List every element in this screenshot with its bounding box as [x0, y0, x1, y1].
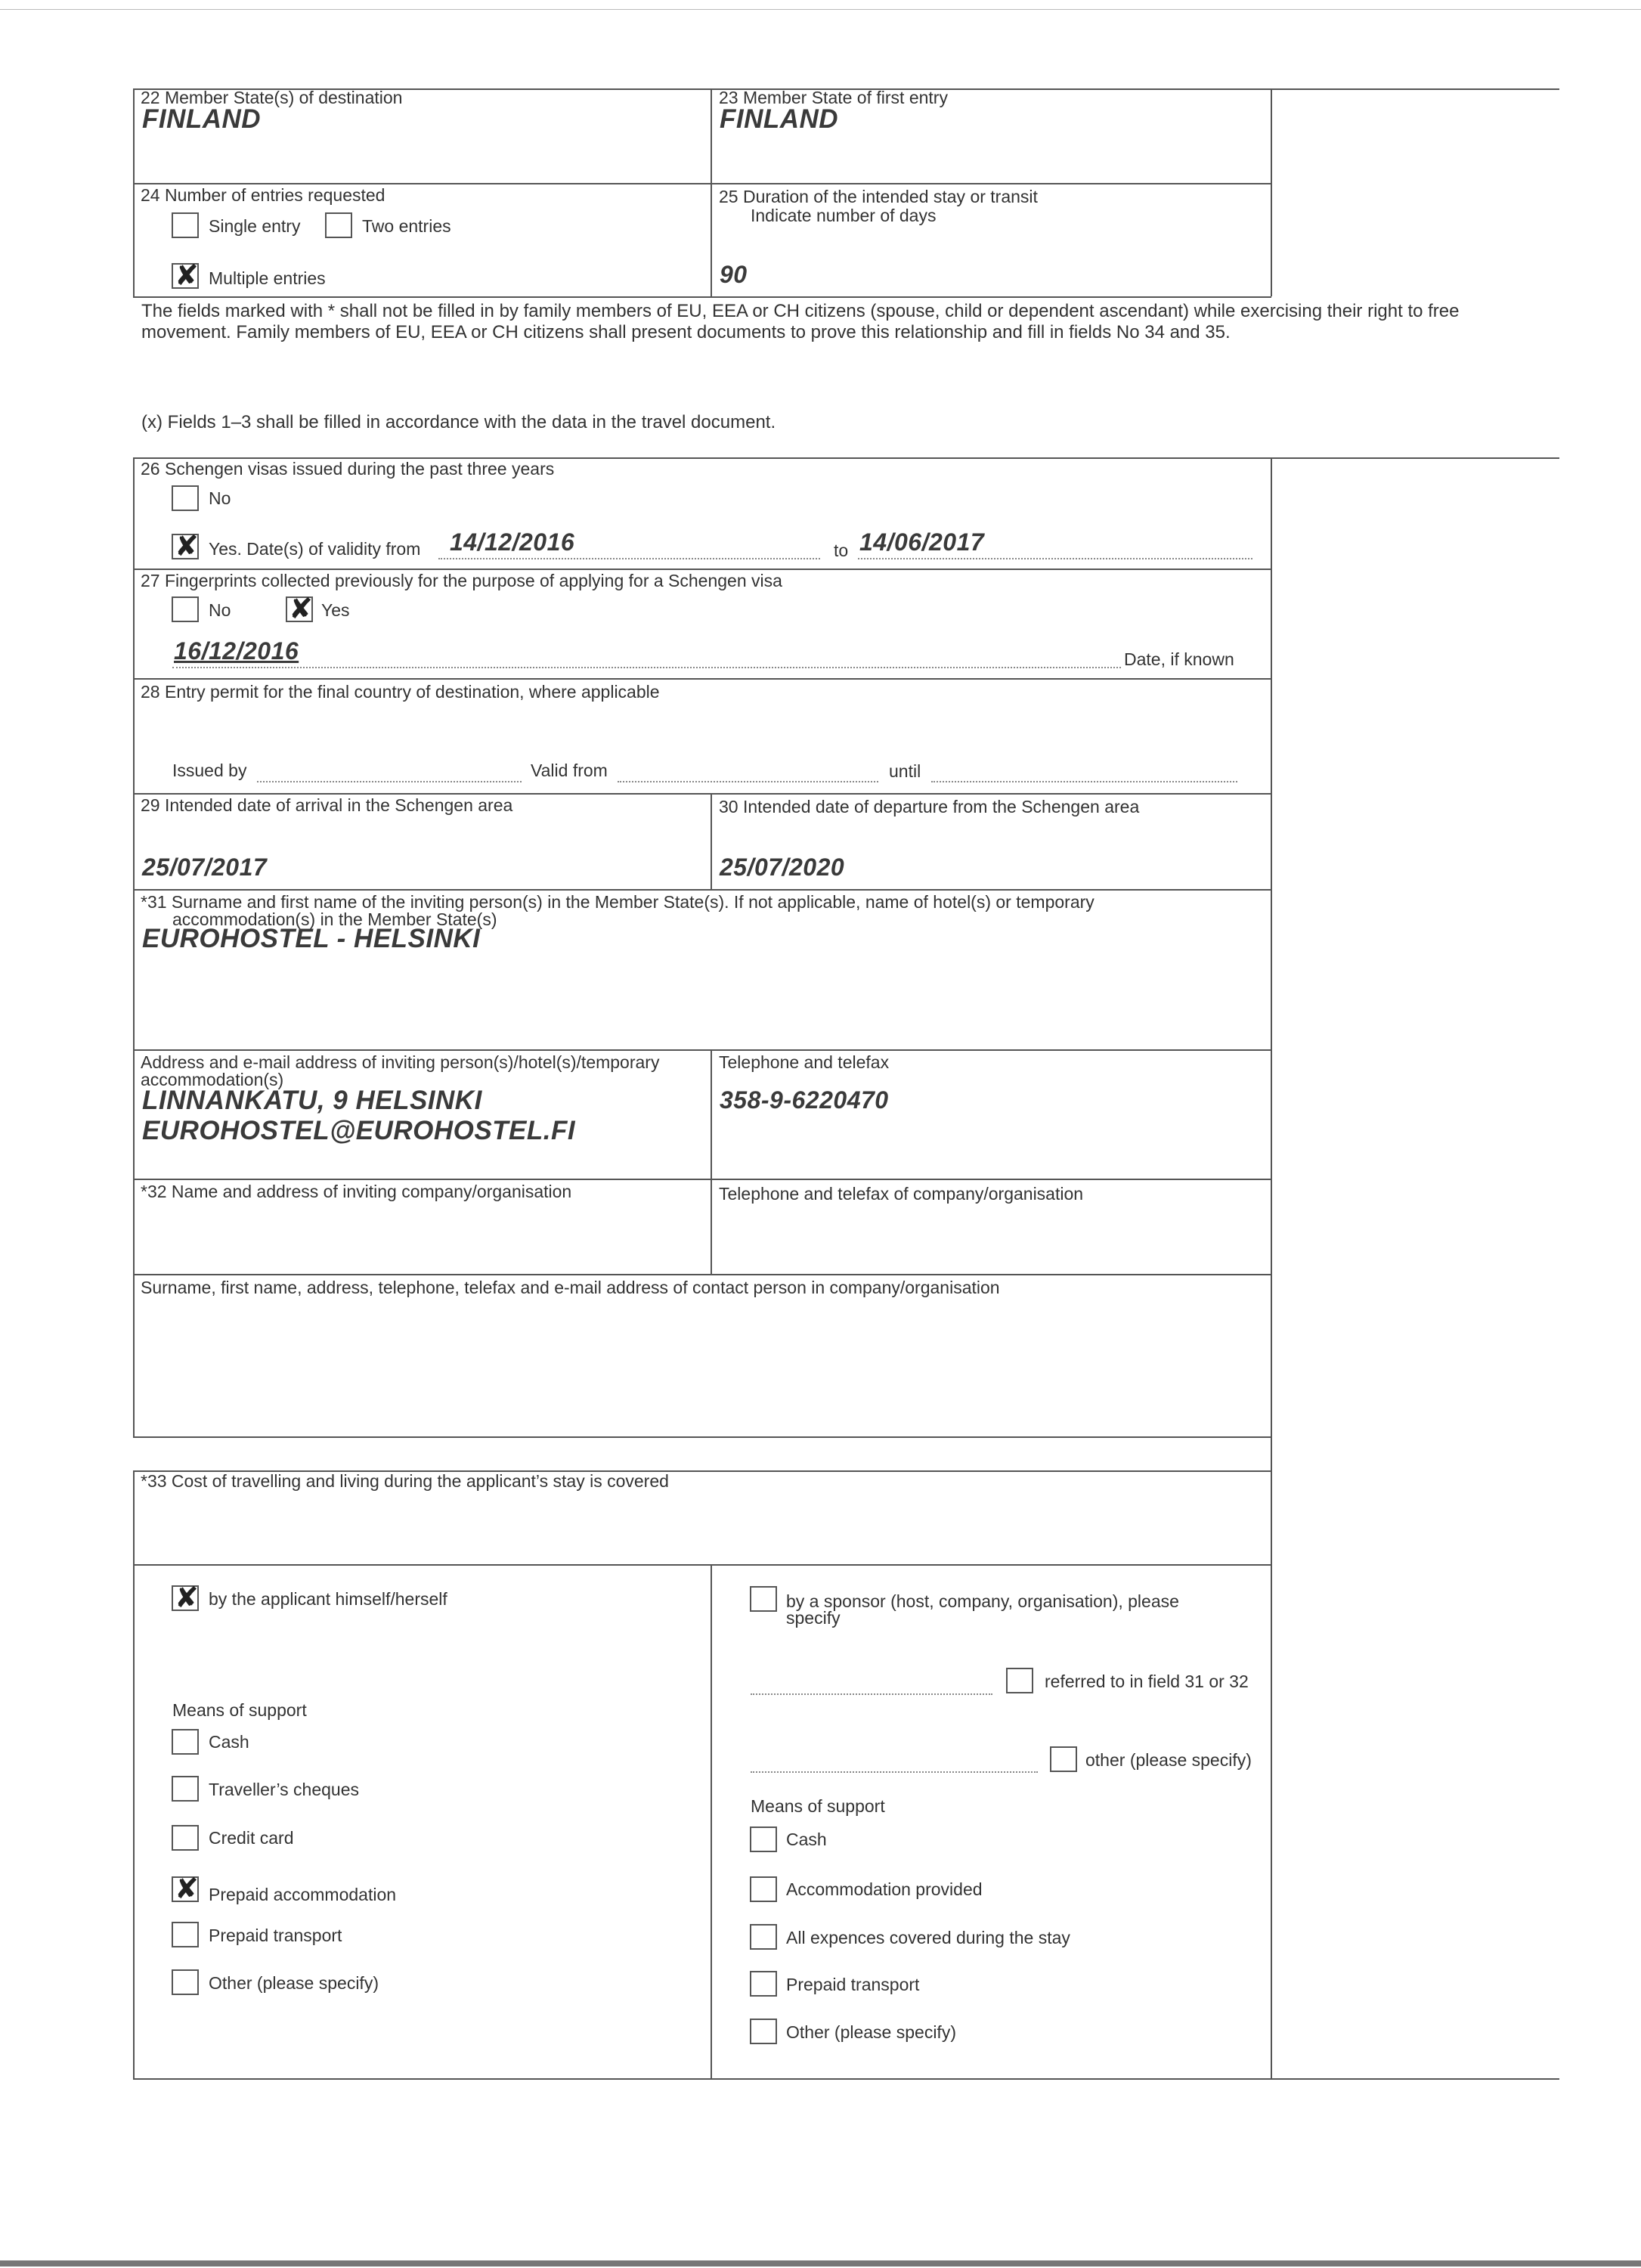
checkmark-icon: ✘ — [289, 592, 313, 625]
fingerprints-date-value: 16/12/2016 — [174, 637, 299, 665]
rule — [133, 793, 1271, 795]
visa-valid-to-line — [858, 558, 1252, 559]
fingerprints-date-hint: Date, if known — [1124, 649, 1234, 669]
field-29-label: 29 Intended date of arrival in the Schengen area — [141, 795, 513, 815]
until-label: until — [889, 761, 921, 781]
field-24-label: 24 Number of entries requested — [141, 185, 385, 205]
right-all-expences-checkbox[interactable] — [750, 1924, 777, 1950]
checkmark-icon: ✘ — [175, 1581, 199, 1614]
referred-field-31-32-label: referred to in field 31 or 32 — [1045, 1672, 1249, 1691]
schengen-visas-yes-label: Yes. Date(s) of validity from — [209, 539, 421, 559]
sponsor-other-checkbox[interactable] — [1050, 1746, 1077, 1772]
checkmark-icon: ✘ — [175, 1872, 199, 1905]
rule — [133, 1049, 1271, 1051]
visa-valid-to-value: 14/06/2017 — [859, 528, 985, 556]
field-25-value: 90 — [720, 261, 748, 288]
address-label-line1: Address and e-mail address of inviting person(s)/hotel(s)/temporary — [141, 1052, 660, 1072]
other-specify-line — [751, 1771, 1038, 1773]
field-31-label-line2: accommodation(s) in the Member State(s) — [172, 909, 497, 929]
address-label-line2: accommodation(s) — [141, 1070, 284, 1089]
field-30-label: 30 Intended date of departure from the Schengen area — [719, 797, 1140, 816]
single-entry-label: Single entry — [209, 216, 301, 236]
contact-person-label: Surname, first name, address, telephone, telefax and e-mail address of contact person in company/organisation — [141, 1278, 1000, 1297]
two-entries-checkbox[interactable] — [325, 212, 352, 238]
rule — [133, 2078, 1559, 2080]
field-27-label: 27 Fingerprints collected previously for the purpose of applying for a Schengen visa — [141, 571, 782, 590]
rule — [133, 457, 135, 1436]
schengen-visas-no-checkbox[interactable] — [172, 485, 199, 511]
means-of-support-right-label: Means of support — [751, 1796, 885, 1816]
left-credit-card-checkbox[interactable] — [172, 1825, 199, 1851]
address-value-line1: LINNANKATU, 9 HELSINKI — [142, 1086, 482, 1115]
schengen-visas-yes-checkbox[interactable] — [172, 529, 199, 562]
field-30-value: 25/07/2020 — [720, 854, 845, 881]
applicant-himself-checkbox[interactable] — [172, 1581, 199, 1614]
fingerprints-date-line — [172, 667, 1121, 668]
rule — [1271, 457, 1272, 1436]
family-members-note: The fields marked with * shall not be filled in by family members of EU, EEA or CH citizens (spouse, child or dependent ascendant) while exercising their right to free movement. Family members of EU, EEA or CH citizens shall present documents to prove this relationship and fill in fields No 34 and 35. — [141, 301, 1460, 342]
rule — [133, 678, 1271, 680]
checkmark-icon: ✘ — [175, 529, 199, 562]
rule — [133, 1436, 1271, 1438]
single-entry-checkbox[interactable] — [172, 212, 199, 238]
fingerprints-no-checkbox[interactable] — [172, 596, 199, 622]
multiple-entries-label: Multiple entries — [209, 268, 326, 288]
left-cash-checkbox[interactable] — [172, 1729, 199, 1755]
field-28-label: 28 Entry permit for the final country of destination, where applicable — [141, 682, 660, 702]
rule — [711, 1049, 712, 1274]
field-32-telephone-label: Telephone and telefax of company/organisation — [719, 1184, 1084, 1204]
scan-bottom-border — [0, 2260, 1641, 2266]
applicant-himself-label: by the applicant himself/herself — [209, 1589, 447, 1609]
issued-by-label: Issued by — [172, 761, 247, 780]
telephone-label: Telephone and telefax — [719, 1052, 890, 1072]
rule — [1271, 1436, 1272, 2078]
rule — [1271, 88, 1272, 296]
right-accommodation-provided-label: Accommodation provided — [786, 1879, 983, 1899]
fingerprints-yes-checkbox[interactable] — [286, 592, 313, 625]
field-25-label: 25 Duration of the intended stay or transit — [719, 187, 1038, 206]
referred-field-31-32-checkbox[interactable] — [1006, 1668, 1033, 1693]
left-prepaid-transport-label: Prepaid transport — [209, 1926, 342, 1945]
left-other-checkbox[interactable] — [172, 1969, 199, 1995]
right-other-label: Other (please specify) — [786, 2022, 956, 2042]
rule — [133, 88, 135, 296]
field-22-value: FINLAND — [142, 104, 262, 134]
sponsor-label-line2: specify — [786, 1608, 841, 1628]
rule — [133, 1564, 1271, 1566]
left-prepaid-accommodation-label: Prepaid accommodation — [209, 1885, 397, 1904]
right-cash-label: Cash — [786, 1830, 827, 1849]
left-travellers-cheques-label: Traveller’s cheques — [209, 1780, 360, 1799]
visa-valid-from-value: 14/12/2016 — [450, 528, 575, 556]
rule — [133, 1470, 135, 2078]
rule — [133, 569, 1271, 570]
field-31-label-line1: *31 Surname and first name of the inviting person(s) in the Member State(s). If not applicable, name of hotel(s) or temporary — [141, 892, 1095, 912]
until-line — [931, 781, 1237, 782]
valid-from-label: Valid from — [531, 761, 608, 780]
issued-by-line — [257, 781, 522, 782]
rule — [711, 1564, 712, 2078]
checkmark-icon: ✘ — [175, 259, 199, 292]
field-32-label: *32 Name and address of inviting company/organisation — [141, 1182, 572, 1201]
left-other-label: Other (please specify) — [209, 1973, 379, 1993]
right-accommodation-provided-checkbox[interactable] — [750, 1876, 777, 1902]
valid-from-line — [618, 781, 878, 782]
fingerprints-no-label: No — [209, 600, 231, 620]
field-31-value: EUROHOSTEL - HELSINKI — [142, 924, 481, 953]
scan-top-border — [0, 9, 1641, 10]
field-29-value: 25/07/2017 — [142, 854, 268, 881]
field-22-label: 22 Member State(s) of destination — [141, 88, 403, 107]
left-cash-label: Cash — [209, 1732, 249, 1752]
rule — [133, 183, 1271, 184]
referred-line — [751, 1693, 992, 1695]
right-cash-checkbox[interactable] — [750, 1826, 777, 1852]
field-26-label: 26 Schengen visas issued during the past three years — [141, 459, 555, 479]
rule — [133, 296, 1271, 298]
visa-valid-from-line — [438, 558, 820, 559]
sponsor-checkbox[interactable] — [750, 1586, 777, 1612]
telephone-value: 358-9-6220470 — [720, 1086, 889, 1114]
visa-valid-to-label: to — [834, 541, 849, 560]
field-23-label: 23 Member State of first entry — [719, 88, 948, 107]
right-all-expences-label: All expences covered during the stay — [786, 1928, 1070, 1947]
two-entries-label: Two entries — [362, 216, 451, 236]
fields-1-3-note: (x) Fields 1–3 shall be filled in accordance with the data in the travel document. — [141, 412, 776, 432]
rule — [133, 889, 1271, 891]
rule — [133, 1274, 1271, 1275]
multiple-entries-checkbox[interactable] — [172, 259, 199, 292]
left-prepaid-accommodation-checkbox[interactable] — [172, 1872, 199, 1905]
address-value-line2: EUROHOSTEL@EUROHOSTEL.FI — [142, 1116, 576, 1145]
left-travellers-cheques-checkbox[interactable] — [172, 1776, 199, 1802]
right-prepaid-transport-checkbox[interactable] — [750, 1971, 777, 1997]
field-25-sublabel: Indicate number of days — [751, 206, 937, 225]
field-33-label: *33 Cost of travelling and living during the applicant’s stay is covered — [141, 1471, 669, 1491]
right-prepaid-transport-label: Prepaid transport — [786, 1975, 920, 1994]
rule — [711, 88, 712, 296]
left-prepaid-transport-checkbox[interactable] — [172, 1922, 199, 1947]
right-other-checkbox[interactable] — [750, 2019, 777, 2044]
means-of-support-left-label: Means of support — [172, 1700, 307, 1720]
sponsor-other-label: other (please specify) — [1085, 1750, 1252, 1770]
field-23-value: FINLAND — [720, 104, 839, 134]
rule — [133, 1179, 1271, 1180]
rule — [711, 793, 712, 889]
fingerprints-yes-label: Yes — [321, 600, 350, 620]
sponsor-label-line1: by a sponsor (host, company, organisation), please — [786, 1591, 1179, 1611]
left-credit-card-label: Credit card — [209, 1828, 294, 1848]
schengen-visas-no-label: No — [209, 488, 231, 508]
